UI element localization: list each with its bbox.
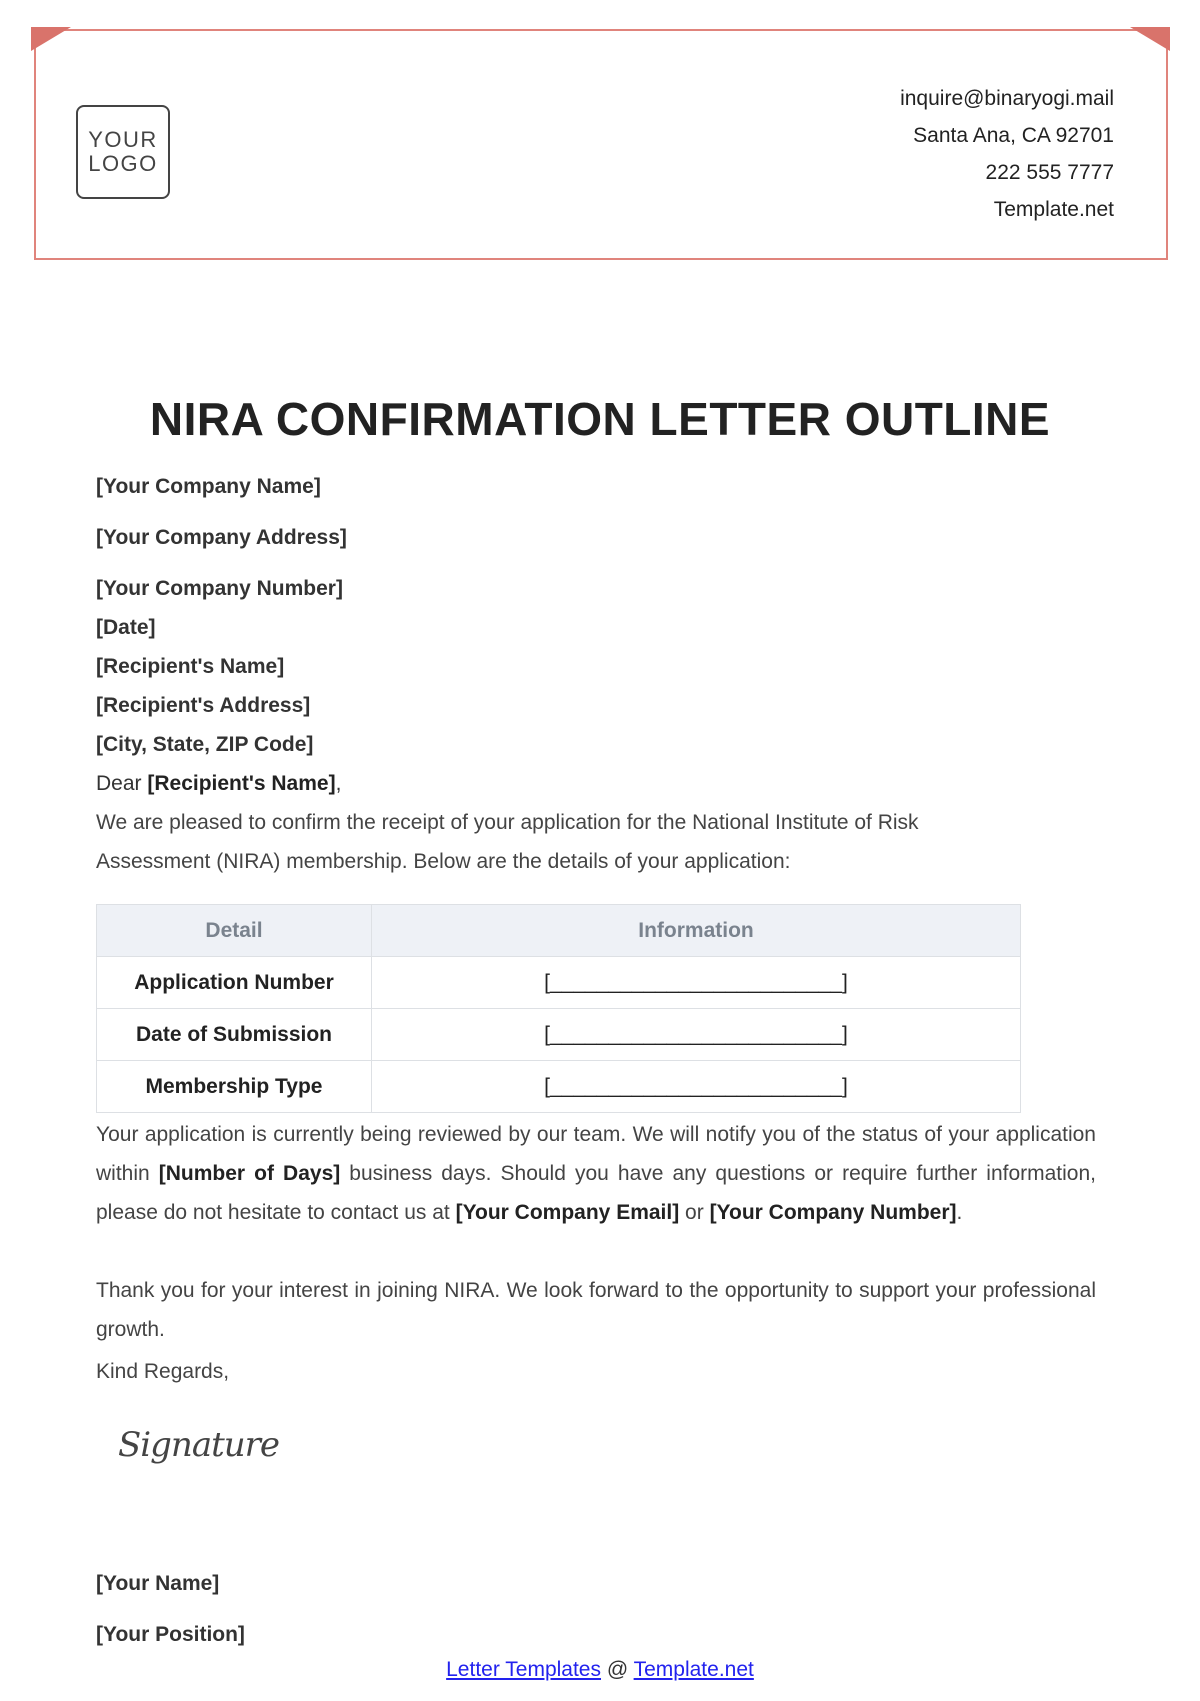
logo-placeholder [76, 105, 170, 199]
row-value: [_________________________] [372, 957, 1021, 1009]
letter-templates-link[interactable]: Letter Templates [446, 1658, 601, 1681]
footer-separator: @ [601, 1658, 634, 1681]
letter-date: [Date] [96, 616, 156, 639]
body-paragraph-thanks: Thank you for your interest in joining NIRA. We look forward to the opportunity to support your professional growth. [96, 1279, 1096, 1341]
sender-company-address: [Your Company Address] [96, 526, 347, 549]
contact-website: Template.net [993, 198, 1114, 221]
contact-phone: 222 555 7777 [985, 161, 1114, 184]
contact-email: inquire@binaryogi.mail [900, 87, 1114, 110]
table-row [97, 1009, 1021, 1061]
row-value: [_________________________] [372, 1009, 1021, 1061]
signer-name: [Your Name] [96, 1572, 220, 1595]
sender-company-number: [Your Company Number] [96, 577, 343, 600]
number-of-days-placeholder: [Number of Days] [158, 1162, 341, 1185]
salutation-prefix: Dear [96, 772, 148, 795]
recipient-city-state-zip: [City, State, ZIP Code] [96, 733, 314, 756]
closing: Kind Regards, [96, 1360, 230, 1383]
sender-company-name: [Your Company Name] [96, 475, 321, 498]
recipient-name: [Recipient's Name] [96, 655, 285, 678]
template-net-link[interactable]: Template.net [633, 1658, 754, 1681]
signer-position: [Your Position] [96, 1623, 245, 1646]
intro-paragraph: We are pleased to confirm the receipt of your application for the National Institute of Risk Assessment (NIRA) membership. Below are the details of your application: [96, 811, 919, 873]
table-row [97, 1061, 1021, 1113]
company-number-placeholder: [Your Company Number] [709, 1201, 957, 1224]
row-label: Date of Submission [97, 1009, 372, 1061]
corner-decoration-top-right [1130, 27, 1170, 51]
table-header-detail: Detail [97, 905, 372, 957]
logo-text-line1: YOUR [88, 127, 158, 152]
body-paragraph-review [96, 1115, 1096, 1232]
footer [0, 1658, 1200, 1682]
row-label: Application Number [97, 957, 372, 1009]
company-email-placeholder: [Your Company Email] [455, 1201, 680, 1224]
contact-info [900, 80, 1114, 228]
salutation-suffix: , [335, 772, 342, 795]
recipient-address: [Recipient's Address] [96, 694, 311, 717]
text-segment: . [956, 1201, 963, 1224]
text-segment: Your application is currently being reviewed by our team. We will notify you of the status of your application within [96, 1123, 1096, 1185]
logo-text-line2: LOGO [88, 151, 158, 176]
signature: Signature [118, 1425, 280, 1465]
document-title: NIRA CONFIRMATION LETTER OUTLINE [149, 393, 1051, 445]
contact-address: Santa Ana, CA 92701 [913, 124, 1114, 147]
row-value: [_________________________] [372, 1061, 1021, 1113]
row-label: Membership Type [97, 1061, 372, 1113]
application-details-table [96, 904, 1021, 1113]
text-segment: business days. Should you have any questions or require further information, please do not hesitate to contact us at [96, 1162, 1096, 1224]
salutation-name: [Recipient's Name] [147, 772, 336, 795]
salutation [96, 772, 341, 796]
table-row [97, 957, 1021, 1009]
table-header-information: Information [372, 905, 1021, 957]
text-segment: or [679, 1201, 710, 1224]
table-header-row [97, 905, 1021, 957]
corner-decoration-top-left [31, 27, 71, 51]
